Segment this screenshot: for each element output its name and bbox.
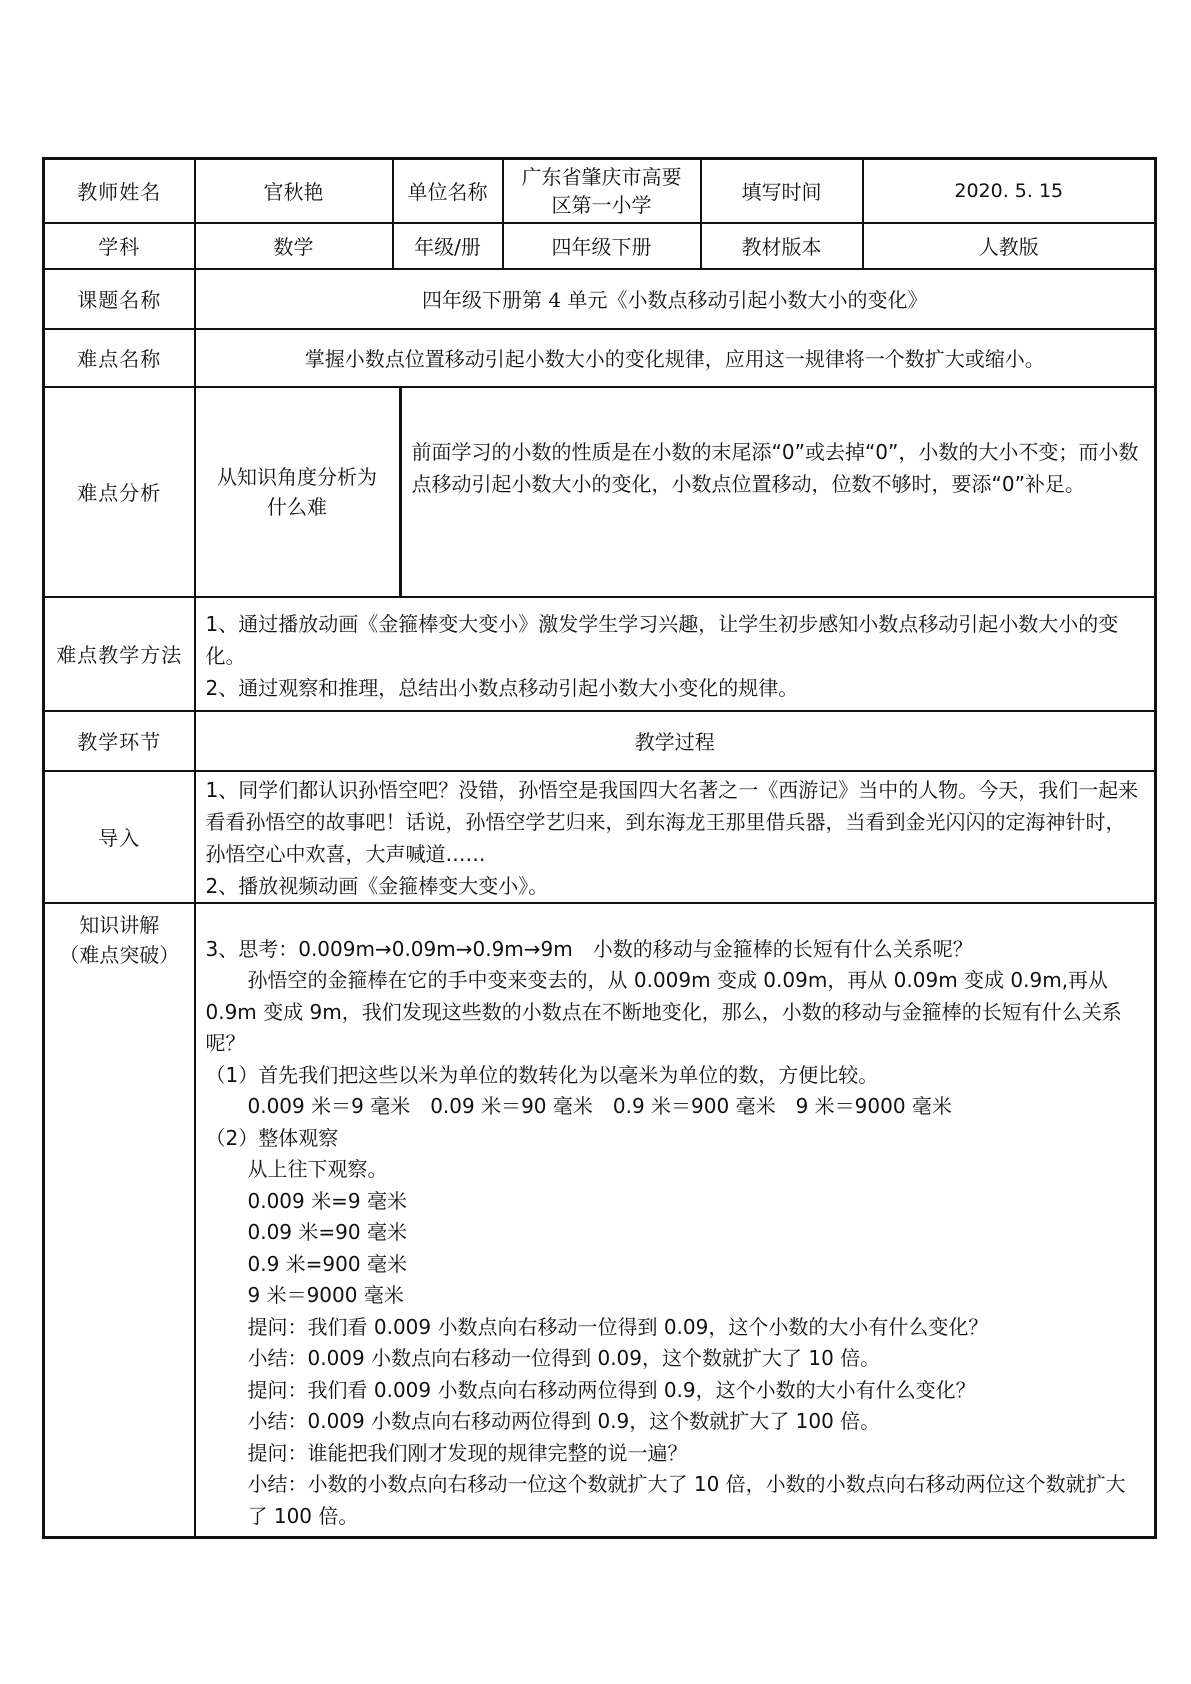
date-label: 填写时间 bbox=[701, 159, 863, 223]
analysis-value: 前面学习的小数的性质是在小数的末尾添“0”或去掉“0”，小数的大小不变；而小数点移动引起小数大小的变化，小数点位置移动，位数不够时，要添“0”补足。 bbox=[411, 439, 1139, 496]
teacher-value: 官秋艳 bbox=[195, 159, 393, 223]
knowledge-label bbox=[44, 903, 195, 1538]
intro-item: 1、同学们都认识孙悟空吧？没错，孙悟空是我国四大名著之一《西游记》当中的人物。今天，我们一起来看看孙悟空的故事吧！话说，孙悟空学艺归来，到东海龙王那里借兵器，当看到金光闪闪的定海神针时，孙悟空心中欢喜，大声喊道…… bbox=[205, 777, 1139, 866]
knowledge-line-text: 孙悟空的金箍棒在它的手中变来变去的，从 0.009m 变成 0.09m，再从 0.09m 变成 0.9m,再从 0.9m 变成 9m，我们发现这些数的小数点在不断地变化，那么，小数的移动与金箍棒的长短有什么关系呢？ bbox=[205, 968, 1122, 1055]
knowledge-line: 小结：小数的小数点向右移动一位这个数就扩大了 10 倍，小数的小数点向右移动两位这个数就扩大了 100 倍。 bbox=[247, 1472, 1126, 1528]
edition-value: 人教版 bbox=[863, 223, 1156, 269]
difficulty-row bbox=[44, 329, 1156, 387]
knowledge-line: 0.09 米=90 毫米 bbox=[247, 1220, 407, 1244]
lesson-plan-table bbox=[42, 157, 1157, 1539]
topic-value: 四年级下册第 4 单元《小数点移动引起小数大小的变化》 bbox=[195, 269, 1156, 329]
knowledge-content bbox=[195, 903, 1156, 1538]
knowledge-line: 0.009 米＝9 毫米 0.09 米＝90 毫米 0.9 米＝900 毫米 9 米＝9000 毫米 bbox=[247, 1094, 952, 1118]
knowledge-line: （1）首先我们把这些以米为单位的数转化为以毫米为单位的数，方便比较。 bbox=[205, 1062, 879, 1087]
knowledge-line bbox=[206, 965, 1145, 1060]
intro-label: 导入 bbox=[44, 771, 195, 903]
knowledge-line: 小结：0.009 小数点向右移动两位得到 0.9，这个数就扩大了 100 倍。 bbox=[247, 1409, 881, 1433]
analysis-cell bbox=[195, 387, 1156, 597]
analysis-row bbox=[44, 387, 1156, 597]
knowledge-line: 0.009 米=9 毫米 bbox=[247, 1188, 407, 1213]
knowledge-line: 0.9 米=900 毫米 bbox=[247, 1251, 407, 1276]
unit-label: 单位名称 bbox=[393, 159, 503, 223]
subject-row bbox=[44, 223, 1156, 269]
intro-row bbox=[44, 771, 1156, 903]
difficulty-label: 难点名称 bbox=[44, 329, 195, 387]
knowledge-line: 小结：0.009 小数点向右移动一位得到 0.09，这个数就扩大了 10 倍。 bbox=[247, 1346, 881, 1370]
date-value: 2020. 5. 15 bbox=[863, 159, 1156, 223]
process-stage-label: 教学环节 bbox=[44, 711, 195, 771]
knowledge-row bbox=[44, 903, 1156, 1538]
topic-label: 课题名称 bbox=[44, 269, 195, 329]
grade-label: 年级/册 bbox=[393, 223, 503, 269]
edition-label: 教材版本 bbox=[701, 223, 863, 269]
analysis-sub-label bbox=[196, 388, 402, 596]
grade-value: 四年级下册 bbox=[503, 223, 701, 269]
intro-item: 2、播放视频动画《金箍棒变大变小》。 bbox=[205, 873, 549, 898]
method-item: 2、通过观察和推理，总结出小数点移动引起小数大小变化的规律。 bbox=[205, 675, 799, 700]
subject-value: 数学 bbox=[195, 223, 393, 269]
knowledge-line: 3、思考：0.009m→0.09m→0.9m→9m 小数的移动与金箍棒的长短有什么关系呢？ bbox=[205, 936, 973, 961]
knowledge-line: 从上往下观察。 bbox=[247, 1157, 388, 1181]
method-item: 1、通过播放动画《金箍棒变大变小》激发学生学习兴趣，让学生初步感知小数点移动引起小数大小的变化。 bbox=[205, 611, 1119, 668]
process-header-row bbox=[44, 711, 1156, 771]
knowledge-line: 提问：谁能把我们刚才发现的规律完整的说一遍？ bbox=[247, 1440, 688, 1465]
knowledge-line: 提问：我们看 0.009 小数点向右移动一位得到 0.09，这个小数的大小有什么变化？ bbox=[247, 1314, 989, 1339]
process-title: 教学过程 bbox=[195, 711, 1156, 771]
header-row bbox=[44, 159, 1156, 223]
intro-cell bbox=[195, 771, 1156, 903]
lesson-plan-form bbox=[42, 157, 1154, 1539]
analysis-label: 难点分析 bbox=[44, 387, 195, 597]
knowledge-label-line2: （难点突破） bbox=[59, 942, 180, 967]
subject-label: 学科 bbox=[44, 223, 195, 269]
topic-row bbox=[44, 269, 1156, 329]
method-cell bbox=[195, 597, 1156, 711]
knowledge-line: （2）整体观察 bbox=[205, 1125, 339, 1150]
unit-value: 广东省肇庆市高要区第一小学 bbox=[503, 159, 701, 223]
teacher-label: 教师姓名 bbox=[44, 159, 195, 223]
knowledge-line: 9 米＝9000 毫米 bbox=[247, 1283, 404, 1307]
knowledge-label-line1: 知识讲解 bbox=[79, 912, 160, 937]
method-row bbox=[44, 597, 1156, 711]
method-label: 难点教学方法 bbox=[44, 597, 195, 711]
analysis-sub-label-text: 从知识角度分析为什么难 bbox=[217, 464, 377, 519]
knowledge-line: 提问：我们看 0.009 小数点向右移动两位得到 0.9，这个小数的大小有什么变化？ bbox=[247, 1377, 976, 1402]
difficulty-value: 掌握小数点位置移动引起小数大小的变化规律，应用这一规律将一个数扩大或缩小。 bbox=[195, 329, 1156, 387]
